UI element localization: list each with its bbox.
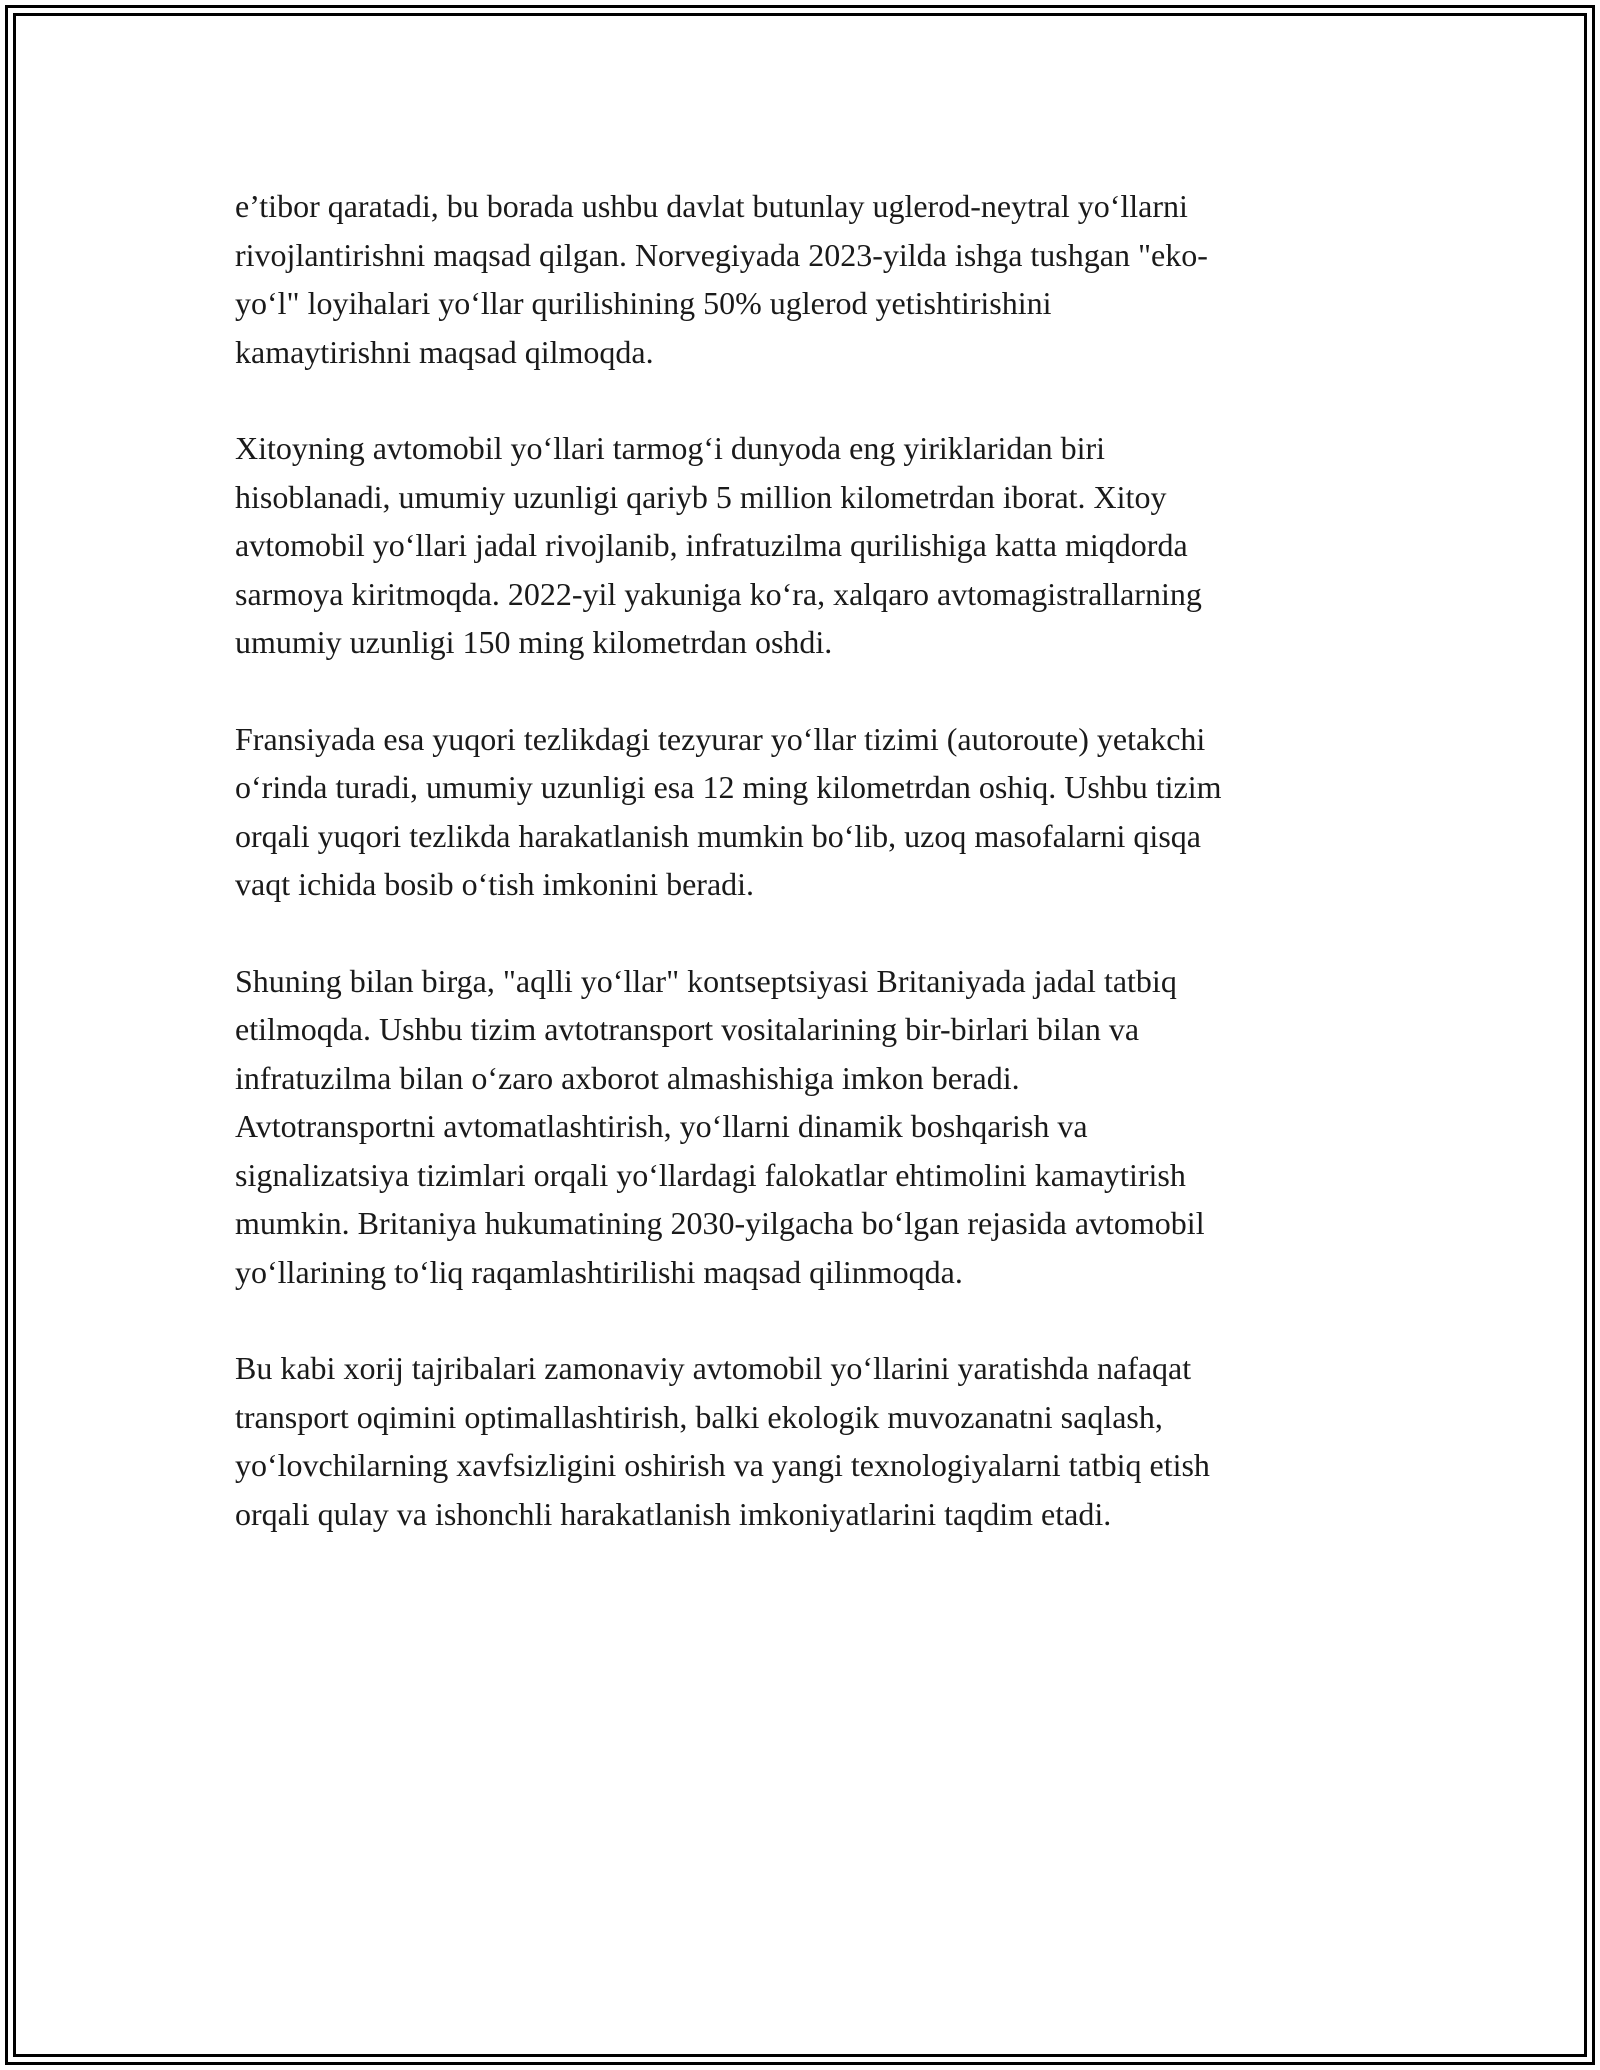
paragraph-conclusion: [235, 1344, 1375, 1538]
text-line: rivojlantirishni maqsad qilgan. Norvegiyada 2023-yilda ishga tushgan "eko-: [235, 236, 1208, 273]
text-line: etilmoqda. Ushbu tizim avtotransport vositalarining bir-birlari bilan va: [235, 1011, 1140, 1047]
text-line: yoʻl" loyihalari yoʻllar qurilishining 50% uglerod yetishtirishini: [235, 285, 1052, 321]
text-line: mumkin. Britaniya hukumatining 2030-yilgacha boʻlgan rejasida avtomobil: [235, 1205, 1205, 1241]
paragraph-britain: [235, 957, 1375, 1297]
text-line: kamaytirishni maqsad qilmoqda.: [235, 333, 654, 370]
text-line: signalizatsiya tizimlari orqali yoʻllardagi falokatlar ehtimolini kamaytirish: [235, 1156, 1186, 1193]
text-line: avtomobil yoʻllari jadal rivojlanib, infratuzilma qurilishiga katta miqdorda: [235, 527, 1188, 563]
text-line: orqali yuqori tezlikda harakatlanish mumkin boʻlib, uzoq masofalarni qisqa: [235, 817, 1201, 854]
text-line: Shuning bilan birga, "aqlli yoʻllar" kontseptsiyasi Britaniyada jadal tatbiq: [235, 962, 1177, 999]
text-line: orqali qulay va ishonchli harakatlanish imkoniyatlarini taqdim etadi.: [235, 1495, 1112, 1532]
text-line: Fransiyada esa yuqori tezlikdagi tezyurar yoʻllar tizimi (autoroute) yetakchi: [235, 720, 1206, 757]
text-line: yoʻlovchilarning xavfsizligini oshirish va yangi texnologiyalarni tatbiq etish: [235, 1447, 1210, 1483]
paragraph-france: [235, 715, 1375, 909]
text-line: e’tibor qaratadi, bu borada ushbu davlat butunlay uglerod-neytral yoʻllarni: [235, 188, 1188, 224]
text-line: Bu kabi xorij tajribalari zamonaviy avtomobil yoʻllarini yaratishda nafaqat: [235, 1350, 1192, 1386]
text-line: oʻrinda turadi, umumiy uzunligi esa 12 ming kilometrdan oshiq. Ushbu tizim: [235, 769, 1222, 805]
text-line: sarmoya kiritmoqda. 2022-yil yakuniga koʻra, xalqaro avtomagistrallarning: [235, 575, 1202, 612]
text-line: infratuzilma bilan oʻzaro axborot almashishiga imkon beradi.: [235, 1059, 1020, 1096]
text-line: hisoblanadi, umumiy uzunligi qariyb 5 million kilometrdan iborat. Xitoy: [235, 478, 1167, 515]
paragraph-norway: [235, 182, 1375, 376]
text-line: transport oqimini optimallashtirish, balki ekologik muvozanatni saqlash,: [235, 1398, 1163, 1435]
document-body: [235, 182, 1375, 1586]
text-line: Avtotransportni avtomatlashtirish, yoʻllarni dinamik boshqarish va: [235, 1108, 1088, 1144]
text-line: umumiy uzunligi 150 ming kilometrdan oshdi.: [235, 624, 833, 660]
text-line: yoʻllarining toʻliq raqamlashtirilishi maqsad qilinmoqda.: [235, 1253, 963, 1290]
text-line: Xitoyning avtomobil yoʻllari tarmogʻi dunyoda eng yiriklaridan biri: [235, 430, 1106, 466]
paragraph-china: [235, 424, 1375, 667]
text-line: vaqt ichida bosib oʻtish imkonini beradi.: [235, 866, 755, 902]
